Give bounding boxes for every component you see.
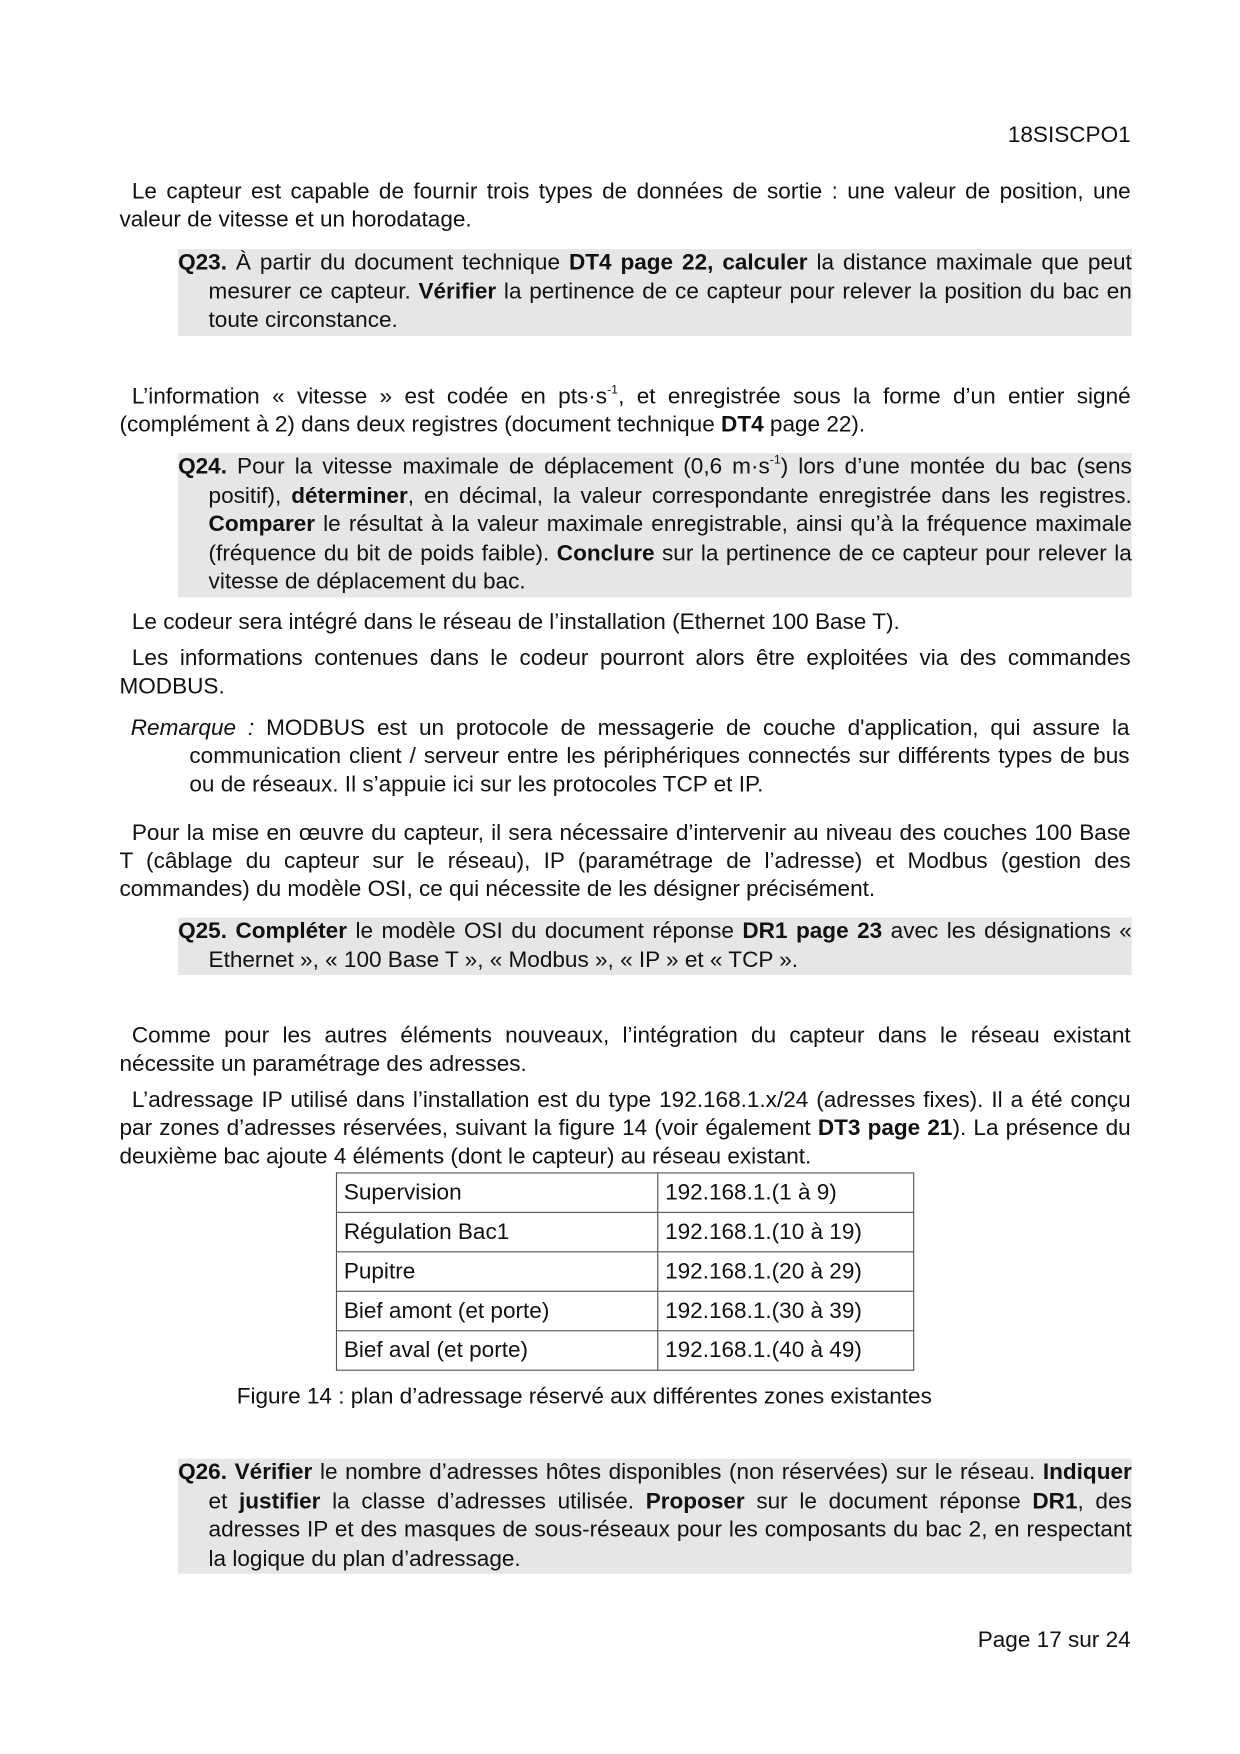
question-text: sur le document réponse <box>744 1488 1033 1514</box>
paragraph-output-types <box>119 178 1130 234</box>
question-bold: Vérifier <box>418 279 497 304</box>
zone-cell: Bief aval (et porte) <box>336 1331 657 1370</box>
paragraph-bold: DT4 <box>721 412 764 438</box>
remark-text: MODBUS est un protocole de messagerie de couche d'application, qui assure la communication client / serveur entre les périphériques connectés sur différents types de bus ou de réseaux. Il s’appuie ici sur les protocoles TCP et IP. <box>189 715 1130 797</box>
question-bold: Comparer <box>208 511 316 537</box>
question-q23 <box>178 249 1132 335</box>
question-text: , des adresses IP et des masques de sous-réseaux pour les composants du bac 2, en respectant la logique du plan d’adressage. <box>208 1488 1132 1571</box>
question-bold: DR1 <box>1032 1488 1078 1514</box>
superscript: -1 <box>769 453 781 467</box>
question-text: le résultat à la valeur maximale enregistrable, ainsi qu’à la fréquence maximale (fréquence du bit de poids faible). <box>208 511 1132 566</box>
question-bold: DR1 page 23 <box>742 918 883 944</box>
paragraph-modbus-info <box>119 645 1130 701</box>
question-text: la classe d’adresses utilisée. <box>320 1488 646 1514</box>
paragraph-text: ). La présence du deuxième bac ajoute 4 éléments (dont le capteur) au réseau existant. <box>119 1116 1131 1169</box>
paragraph-codeur-network <box>119 609 1130 637</box>
question-text: À partir du document technique <box>226 250 569 276</box>
zone-cell: Bief amont (et porte) <box>336 1291 657 1330</box>
paragraph-address-config <box>119 1022 1130 1078</box>
question-text: le modèle OSI du document réponse <box>346 918 743 944</box>
question-q24 <box>178 453 1132 597</box>
question-bold: Indiquer <box>1042 1459 1132 1485</box>
question-bold: justifier <box>239 1488 321 1514</box>
question-number: Q24. <box>178 454 227 480</box>
question-text: la distance maximale que peut mesurer ce capteur. <box>208 250 1132 304</box>
paragraph-text: Les informations contenues dans le codeur pourront alors être exploitées via des commandes MODBUS. <box>119 645 1131 699</box>
paragraph-speed-info <box>119 383 1130 439</box>
question-q25 <box>178 918 1132 975</box>
paragraph-text: Pour la mise en œuvre du capteur, il sera nécessaire d’intervenir au niveau des couches 100 Base T (câblage du capteur sur le réseau), IP (paramétrage de l’adresse) et Modbus (gestion des commandes) du modèle OSI, ce qui nécessite de les désigner précisément. <box>119 820 1131 902</box>
paragraph-bold: DT3 page 21 <box>817 1116 953 1141</box>
figure-caption: Figure 14 : plan d’adressage réservé aux différentes zones existantes <box>236 1384 932 1410</box>
question-text: la pertinence de ce capteur pour relever la position du bac en toute circonstance. <box>208 279 1132 333</box>
question-bold: Compléter <box>235 918 347 944</box>
zone-cell: Pupitre <box>336 1252 657 1291</box>
question-text: et <box>208 1488 240 1514</box>
zone-cell: Régulation Bac1 <box>336 1212 657 1251</box>
range-cell: 192.168.1.(40 à 49) <box>658 1331 914 1370</box>
question-bold: Conclure <box>556 540 655 566</box>
question-text: sur la pertinence de ce capteur pour relever la vitesse de déplacement du bac. <box>208 540 1132 595</box>
paragraph-text: Comme pour les autres éléments nouveaux, l’intégration du capteur dans le réseau existant nécessite un paramétrage des adresses. <box>119 1023 1131 1077</box>
question-text: Pour la vitesse maximale de déplacement (0,6 m·s <box>226 454 770 480</box>
remark-label: Remarque : <box>130 715 255 741</box>
superscript: -1 <box>607 383 619 397</box>
remark-modbus <box>131 715 1130 800</box>
question-bold: Proposer <box>645 1488 745 1514</box>
question-text: le nombre d’adresses hôtes disponibles (non réservées) sur le réseau. <box>312 1459 1043 1485</box>
paragraph-text: , et enregistrée sous la forme d’un entier signé (complément à 2) dans deux registres (document technique <box>119 384 1131 438</box>
question-bold: déterminer <box>291 483 408 508</box>
table-row <box>336 1331 913 1370</box>
range-cell: 192.168.1.(1 à 9) <box>658 1173 914 1212</box>
table-row <box>336 1212 913 1251</box>
document-id: 18SISCPO1 <box>1007 122 1131 148</box>
table-row <box>336 1173 913 1212</box>
range-cell: 192.168.1.(30 à 39) <box>658 1291 914 1330</box>
range-cell: 192.168.1.(20 à 29) <box>658 1252 914 1291</box>
paragraph-text: L’adressage IP utilisé dans l’installation est du type 192.168.1.x/24 (adresses fixes). Il a été conçu par zones d’adresses réservées, suivant la figure 14 (voir également <box>119 1087 1131 1141</box>
question-bold: DT4 page 22, calculer <box>568 250 808 276</box>
table-row <box>336 1291 913 1330</box>
question-text: avec les désignations « Ethernet », « 100 Base T », « Modbus », « IP » et « TCP ». <box>208 918 1132 973</box>
question-bold: Vérifier <box>234 1459 313 1485</box>
question-q26 <box>178 1459 1132 1574</box>
zone-cell: Supervision <box>336 1173 657 1212</box>
paragraph-text: Le capteur est capable de fournir trois types de données de sortie : une valeur de position, une valeur de vitesse et un horodatage. <box>119 179 1131 233</box>
paragraph-osi-layers <box>119 820 1130 905</box>
paragraph-ip-addressing <box>119 1087 1130 1172</box>
paragraph-text: Le codeur sera intégré dans le réseau de l’installation (Ethernet 100 Base T). <box>131 609 900 635</box>
question-text: ) lors d’une montée du bac (sens positif), <box>208 454 1132 508</box>
paragraph-text: page 22). <box>763 412 866 438</box>
question-number: Q26. <box>178 1459 227 1485</box>
question-number: Q25. <box>178 918 227 944</box>
range-cell: 192.168.1.(10 à 19) <box>658 1212 914 1251</box>
page-number: Page 17 sur 24 <box>977 1627 1131 1653</box>
question-text: , en décimal, la valeur correspondante enregistrée dans les registres. <box>407 483 1132 508</box>
question-number: Q23. <box>178 250 227 276</box>
paragraph-text: L’information « vitesse » est codée en pts·s <box>131 384 608 410</box>
table-row <box>336 1252 913 1291</box>
address-plan-table <box>336 1172 914 1370</box>
